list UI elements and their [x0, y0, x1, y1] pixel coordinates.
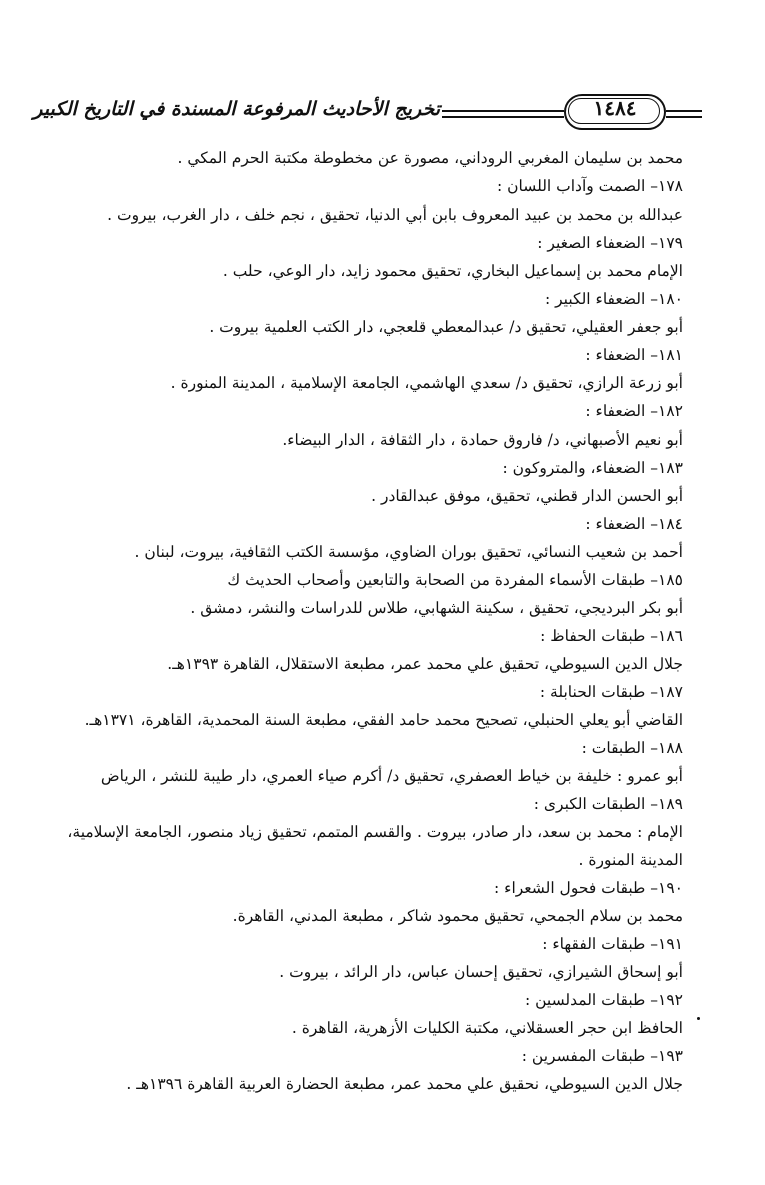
print-speck	[697, 1017, 700, 1020]
bibliography-heading: ١٨١– الضعفاء :	[585, 346, 683, 364]
bibliography-entry: الإمام : محمد بن سعد، دار صادر، بيروت . والقسم المتمم، تحقيق زياد منصور، الجامعة الإسلامية،	[67, 823, 683, 841]
page-number: ١٤٨٤	[593, 96, 637, 120]
bibliography-entry: الحافظ ابن حجر العسقلاني، مكتبة الكليات الأزهرية، القاهرة .	[291, 1019, 683, 1037]
bibliography-entry: أبو بكر البرديجي، تحقيق ، سكينة الشهابي، طلاس للدراسات والنشر، دمشق .	[190, 599, 683, 617]
bibliography-entry: أبو جعفر العقيلي، تحقيق د/ عبدالمعطي قلعجي، دار الكتب العلمية بيروت .	[209, 318, 683, 336]
bibliography-entry: أبو الحسن الدار قطني، تحقيق، موفق عبدالقادر .	[371, 487, 683, 505]
bibliography-heading: ١٨٩– الطبقات الكبرى :	[533, 795, 683, 813]
bibliography-entry: جلال الدين السيوطي، نحقيق علي محمد عمر، مطبعة الحضارة العربية القاهرة ١٣٩٦هـ .	[126, 1075, 683, 1093]
header-rule	[442, 110, 564, 112]
header-rule	[666, 116, 702, 118]
bibliography-entry: القاضي أبو يعلي الحنبلي، تصحيح محمد حامد الفقي، مطبعة السنة المحمدية، القاهرة، ١٣٧١هـ.	[84, 711, 683, 729]
bibliography-entry: الإمام محمد بن إسماعيل البخاري، تحقيق محمود زايد، دار الوعي، حلب .	[222, 262, 683, 280]
bibliography-heading: ١٨٥– طبقات الأسماء المفردة من الصحابة والتابعين وأصحاب الحديث ك	[227, 571, 683, 589]
header-rule	[666, 110, 702, 112]
bibliography-heading: ١٨٦– طبقات الحفاظ :	[540, 627, 683, 645]
running-title: تخريج الأحاديث المرفوعة المسندة في التاريخ الكبير	[33, 98, 440, 120]
page-number-frame	[564, 94, 666, 130]
bibliography-entry: جلال الدين السيوطي، تحقيق علي محمد عمر، مطبعة الاستقلال، القاهرة ١٣٩٣هـ.	[167, 655, 683, 673]
bibliography-entry: محمد بن سليمان المغربي الروداني، مصورة عن مخطوطة مكتبة الحرم المكي .	[177, 149, 683, 167]
header-rule	[442, 116, 564, 118]
bibliography-heading: ١٨٨– الطبقات :	[581, 739, 683, 757]
bibliography-entry: عبدالله بن محمد بن عبيد المعروف بابن أبي الدنيا، تحقيق ، نجم خلف ، دار الغرب، بيروت .	[107, 206, 683, 224]
bibliography-heading: ١٨٧– طبقات الحنابلة :	[539, 683, 683, 701]
bibliography-heading: ١٩٣– طبقات المفسرين :	[521, 1047, 683, 1065]
bibliography-heading: ١٩٠– طبقات فحول الشعراء :	[494, 879, 683, 897]
running-header	[33, 92, 702, 138]
bibliography-entry: محمد بن سلام الجمحي، تحقيق محمود شاكر ، مطبعة المدني، القاهرة.	[232, 907, 683, 925]
bibliography-heading: ١٧٩– الضعفاء الصغير :	[537, 234, 683, 252]
bibliography-entry: أبو نعيم الأصبهاني، د/ فاروق حمادة ، دار الثقافة ، الدار البيضاء.	[282, 431, 683, 449]
bibliography-heading: ١٨٤– الضعفاء :	[585, 515, 683, 533]
bibliography-heading: ١٩١– طبقات الفقهاء :	[542, 935, 683, 953]
bibliography-heading: ١٨٣– الضعفاء، والمتروكون :	[502, 459, 683, 477]
bibliography-heading: ١٩٢– طبقات المدلسين :	[524, 991, 683, 1009]
bibliography-heading: ١٨٢– الضعفاء :	[585, 402, 683, 420]
bibliography-heading: ١٧٨– الصمت وآداب اللسان :	[496, 177, 683, 195]
bibliography-entry: أبو إسحاق الشيرازي، تحقيق إحسان عباس، دار الرائد ، بيروت .	[279, 963, 683, 981]
bibliography-heading: ١٨٠– الضعفاء الكبير :	[544, 290, 683, 308]
bibliography-entry: أبو عمرو : خليفة بن خياط العصفري، تحقيق د/ أكرم صياء العمري، دار طيبة للنشر ، الرياض	[100, 767, 683, 785]
bibliography-entry-continued: المدينة المنورة .	[578, 851, 683, 869]
bibliography-entry: أبو زرعة الرازي، تحقيق د/ سعدي الهاشمي، الجامعة الإسلامية ، المدينة المنورة .	[170, 374, 683, 392]
bibliography-entry: أحمد بن شعيب النسائي، تحقيق بوران الضاوي، مؤسسة الكتب الثقافية، بيروت، لبنان .	[134, 543, 683, 561]
